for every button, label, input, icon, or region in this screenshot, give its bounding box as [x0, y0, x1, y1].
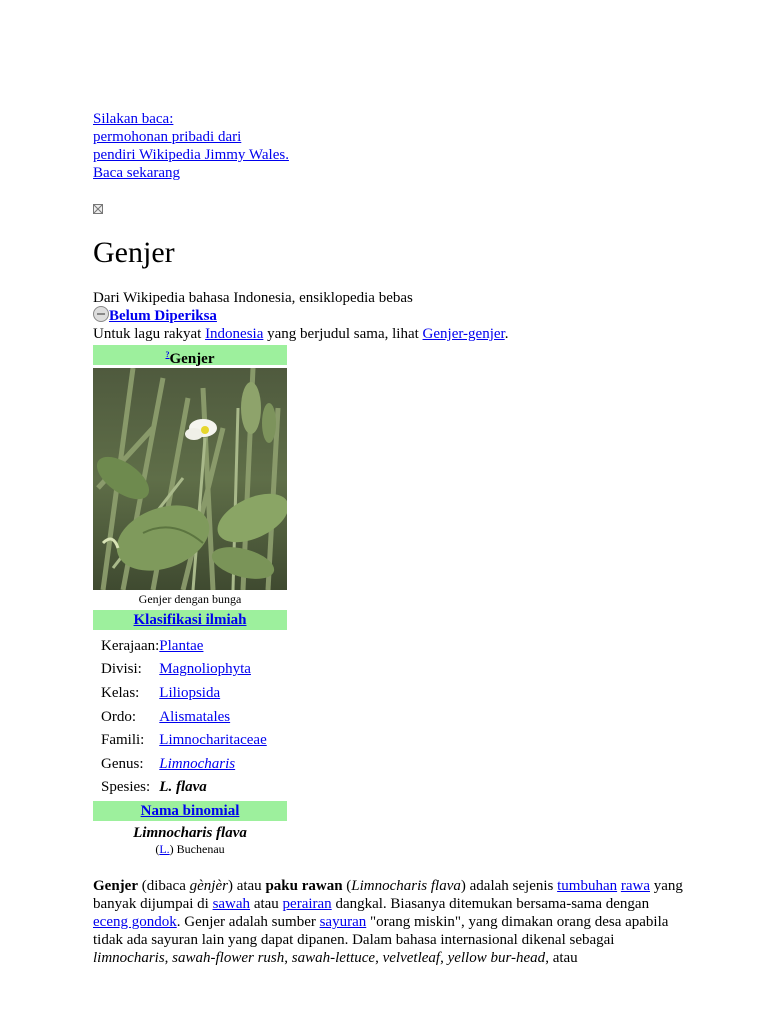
rank-label: Kelas:	[101, 684, 140, 701]
taxonomy-row	[93, 728, 287, 752]
article-text: yang banyak dijumpai di	[93, 878, 683, 912]
link-perairan[interactable]: perairan	[282, 896, 332, 912]
article-term: limnocharis	[93, 950, 165, 966]
photo-caption: Genjer dengan bunga	[138, 592, 242, 606]
article-term: sawah-lettuce	[291, 950, 376, 966]
rank-label: Genus:	[101, 755, 144, 772]
authority-link[interactable]: L.	[159, 842, 170, 857]
rank-value-link[interactable]: Alismatales	[159, 708, 231, 725]
taxonomy-row	[93, 658, 287, 682]
taxonomy-row	[93, 705, 287, 729]
rank-value-link[interactable]: Liliopsida	[159, 684, 221, 701]
genjer-plant-photo[interactable]	[93, 368, 287, 590]
article-text: ,	[440, 950, 448, 966]
article-text: , atau	[545, 950, 578, 966]
authority-text: ) Buchenau	[169, 842, 225, 857]
binomial-header	[93, 801, 287, 821]
taxonomy-row	[93, 752, 287, 776]
taxonomy-row	[93, 634, 287, 658]
rank-value-link[interactable]: Magnoliophyta	[159, 661, 251, 678]
taxonomy-table	[93, 634, 287, 799]
article-text: . Genjer adalah sumber	[176, 914, 320, 930]
notice-link-read-now[interactable]: Baca sekarang	[93, 165, 181, 181]
binomial-link[interactable]: Nama binomial	[140, 803, 240, 820]
classification-link[interactable]: Klasifikasi ilmiah	[133, 612, 247, 628]
page-title: Genjer	[93, 236, 175, 269]
binomial-authority	[93, 842, 287, 856]
disambig-text: yang berjudul sama, lihat	[263, 326, 423, 342]
rank-value-link[interactable]: Limnocharis	[159, 755, 236, 772]
disambig-text: .	[504, 326, 509, 342]
taxonomy-row	[93, 776, 287, 800]
article-text: ,	[284, 950, 292, 966]
species-value: L. flava	[159, 779, 207, 796]
disambig-text: Untuk lagu rakyat	[93, 326, 206, 342]
link-genjer-genjer[interactable]: Genjer-genjer	[422, 326, 505, 342]
article-text: atau	[250, 896, 283, 912]
site-tagline: Dari Wikipedia bahasa Indonesia, ensiklopedia bebas	[93, 290, 413, 306]
rank-label: Spesies:	[101, 779, 151, 796]
infobox-title	[93, 345, 287, 365]
classification-header	[93, 610, 287, 630]
taxobox	[93, 345, 287, 856]
article-text: dangkal. Biasanya ditemukan bersama-sama dengan	[331, 896, 650, 912]
link-tumbuhan[interactable]: tumbuhan	[557, 878, 618, 894]
unreviewed-icon	[93, 306, 109, 322]
article-text: (dibaca	[137, 878, 190, 894]
rank-value-link[interactable]: Limnocharitaceae	[159, 732, 267, 749]
broken-image-icon	[93, 204, 103, 214]
link-rawa[interactable]: rawa	[620, 878, 651, 894]
article-text: "orang miskin", yang dimakan orang desa apabila tidak ada sayuran lain yang dapat dipanen. Dalam bahasa internasional dikenal sebagai	[93, 914, 669, 948]
article-term: yellow bur-head	[447, 950, 546, 966]
rank-label: Famili:	[101, 732, 145, 749]
notice-link-appeal[interactable]: permohonan pribadi dari	[93, 129, 242, 145]
link-sayuran[interactable]: sayuran	[319, 914, 367, 930]
fundraising-notice	[93, 110, 289, 182]
rank-label: Kerajaan:	[101, 637, 160, 654]
alternate-name: paku rawan	[265, 878, 343, 894]
article-text: ,	[375, 950, 383, 966]
notice-link-read[interactable]: Silakan baca:	[93, 111, 174, 127]
article-body	[93, 877, 683, 967]
link-indonesia[interactable]: Indonesia	[205, 326, 264, 342]
article-term: velvetleaf	[382, 950, 441, 966]
help-link[interactable]: ?	[165, 350, 170, 359]
taxonomy-row	[93, 681, 287, 705]
binomial-name: Limnocharis flava	[133, 825, 247, 842]
article-text: ,	[164, 950, 173, 966]
rank-label: Ordo:	[101, 708, 136, 725]
authority-text: (	[155, 842, 160, 857]
pronunciation: gènjèr	[189, 878, 228, 894]
rank-value-link[interactable]: Plantae	[159, 637, 204, 654]
infobox-title-text: Genjer	[169, 351, 215, 367]
article-text: (	[342, 878, 352, 894]
article-subject: Genjer	[93, 878, 138, 894]
link-eceng-gondok[interactable]: eceng gondok	[93, 914, 177, 930]
notice-link-founder[interactable]: pendiri Wikipedia Jimmy Wales.	[93, 147, 289, 163]
link-sawah[interactable]: sawah	[212, 896, 251, 912]
review-status-link[interactable]: Belum Diperiksa	[109, 308, 217, 324]
disambiguation-note	[93, 325, 508, 343]
review-status	[93, 306, 217, 326]
article-text: ) atau	[227, 878, 266, 894]
article-term: sawah-flower rush	[172, 950, 285, 966]
scientific-name: Limnocharis flava	[351, 878, 461, 894]
rank-label: Divisi:	[101, 661, 142, 678]
article-text: ) adalah sejenis	[460, 878, 558, 894]
